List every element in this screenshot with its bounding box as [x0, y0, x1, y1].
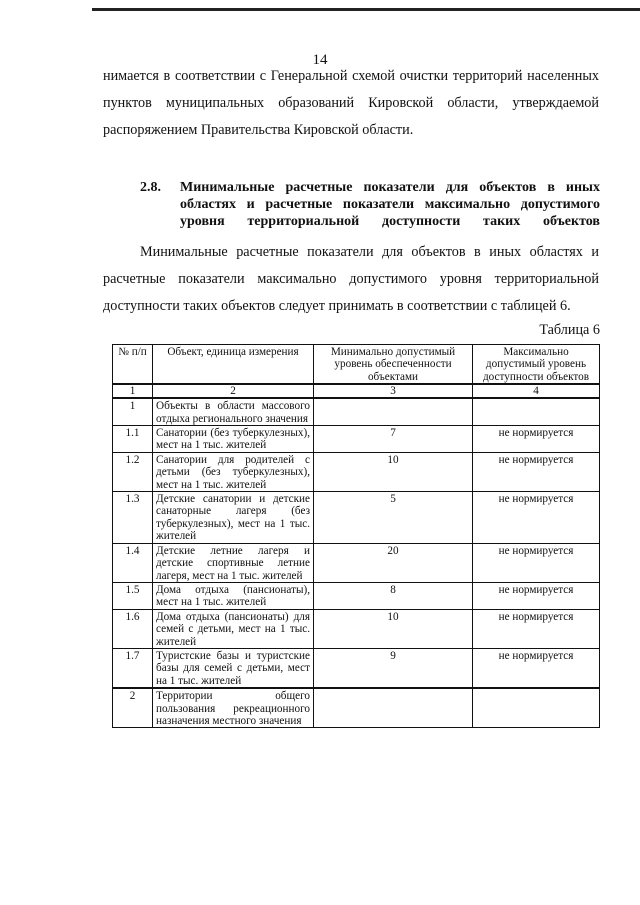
- table-row: [113, 426, 600, 453]
- row-number-cell: 1.7: [113, 648, 153, 688]
- row-number-cell: 1.4: [113, 543, 153, 582]
- row-min-cell: [314, 688, 473, 728]
- row-object-cell: Объекты в области массового отдыха регионального значения: [153, 398, 314, 425]
- row-min-cell: 9: [314, 648, 473, 688]
- column-number-cell: 2: [153, 384, 314, 398]
- section-heading: [140, 179, 600, 230]
- table-caption: Таблица 6: [539, 322, 600, 338]
- row-object-cell: Туристские базы и туристские базы для семей с детьми, мест на 1 тыс. жителей: [153, 648, 314, 688]
- row-number-cell: 1.5: [113, 582, 153, 609]
- row-object-cell: Детские санатории и детские санаторные лагеря (без туберкулезных), мест на 1 тыс. жителей: [153, 492, 314, 544]
- top-rule: [92, 8, 640, 11]
- table-row: [113, 582, 600, 609]
- row-max-cell: не нормируется: [473, 582, 600, 609]
- row-object-cell: Территории общего пользования рекреационного назначения местного значения: [153, 688, 314, 728]
- row-number-cell: 1: [113, 398, 153, 425]
- row-min-cell: 5: [314, 492, 473, 544]
- data-table: [112, 344, 600, 728]
- table-body: [113, 398, 600, 728]
- row-object-cell: Санатории для родителей с детьми (без туберкулезных), мест на 1 тыс. жителей: [153, 452, 314, 491]
- header-cell-number: № п/п: [113, 345, 153, 385]
- row-min-cell: 10: [314, 452, 473, 491]
- row-number-cell: 1.3: [113, 492, 153, 544]
- row-min-cell: 20: [314, 543, 473, 582]
- table-row: [113, 543, 600, 582]
- row-object-cell: Дома отдыха (пансионаты) для семей с детьми, мест на 1 тыс. жителей: [153, 609, 314, 648]
- table-row: [113, 688, 600, 728]
- header-cell-max: Максимально допустимый уровень доступности объектов: [473, 345, 600, 385]
- row-max-cell: [473, 398, 600, 425]
- section-number: 2.8.: [140, 180, 161, 195]
- row-object-cell: Детские летние лагеря и детские спортивные летние лагеря, мест на 1 тыс. жителей: [153, 543, 314, 582]
- table-row: [113, 648, 600, 688]
- row-object-cell: Санатории (без туберкулезных), мест на 1 тыс. жителей: [153, 426, 314, 453]
- column-number-cell: 4: [473, 384, 600, 398]
- row-max-cell: [473, 688, 600, 728]
- row-min-cell: [314, 398, 473, 425]
- row-number-cell: 1.6: [113, 609, 153, 648]
- page-number: 14: [312, 52, 328, 68]
- table-row: [113, 452, 600, 491]
- row-min-cell: 7: [314, 426, 473, 453]
- header-cell-object: Объект, единица измерения: [153, 345, 314, 385]
- table-row: [113, 609, 600, 648]
- row-number-cell: 1.2: [113, 452, 153, 491]
- row-object-cell: Дома отдыха (пансионаты), мест на 1 тыс. жителей: [153, 582, 314, 609]
- row-number-cell: 2: [113, 688, 153, 728]
- row-min-cell: 10: [314, 609, 473, 648]
- column-number-cell: 1: [113, 384, 153, 398]
- table-row: [113, 492, 600, 544]
- column-number-cell: 3: [314, 384, 473, 398]
- row-number-cell: 1.1: [113, 426, 153, 453]
- body-paragraph: Минимальные расчетные показатели для объектов в иных областях и расчетные показатели максимально допустимого уровня территориальной доступности таких объектов следует принимать в соответствии с таблицей 6.: [103, 244, 599, 314]
- row-max-cell: не нормируется: [473, 543, 600, 582]
- row-max-cell: не нормируется: [473, 426, 600, 453]
- header-cell-min: Минимально допустимый уровень обеспеченности объектами: [314, 345, 473, 385]
- row-min-cell: 8: [314, 582, 473, 609]
- row-max-cell: не нормируется: [473, 492, 600, 544]
- intro-paragraph: нимается в соответствии с Генеральной схемой очистки территорий населенных пунктов муниципальных образований Кировской области, утверждаемой распоряжением Правительства Кировской области.: [103, 68, 599, 138]
- row-max-cell: не нормируется: [473, 609, 600, 648]
- row-max-cell: не нормируется: [473, 648, 600, 688]
- row-max-cell: не нормируется: [473, 452, 600, 491]
- table-row: [113, 398, 600, 425]
- section-title: Минимальные расчетные показатели для объектов в иных областях и расчетные показатели максимально допустимого уровня территориальной доступности таких объектов: [180, 180, 600, 229]
